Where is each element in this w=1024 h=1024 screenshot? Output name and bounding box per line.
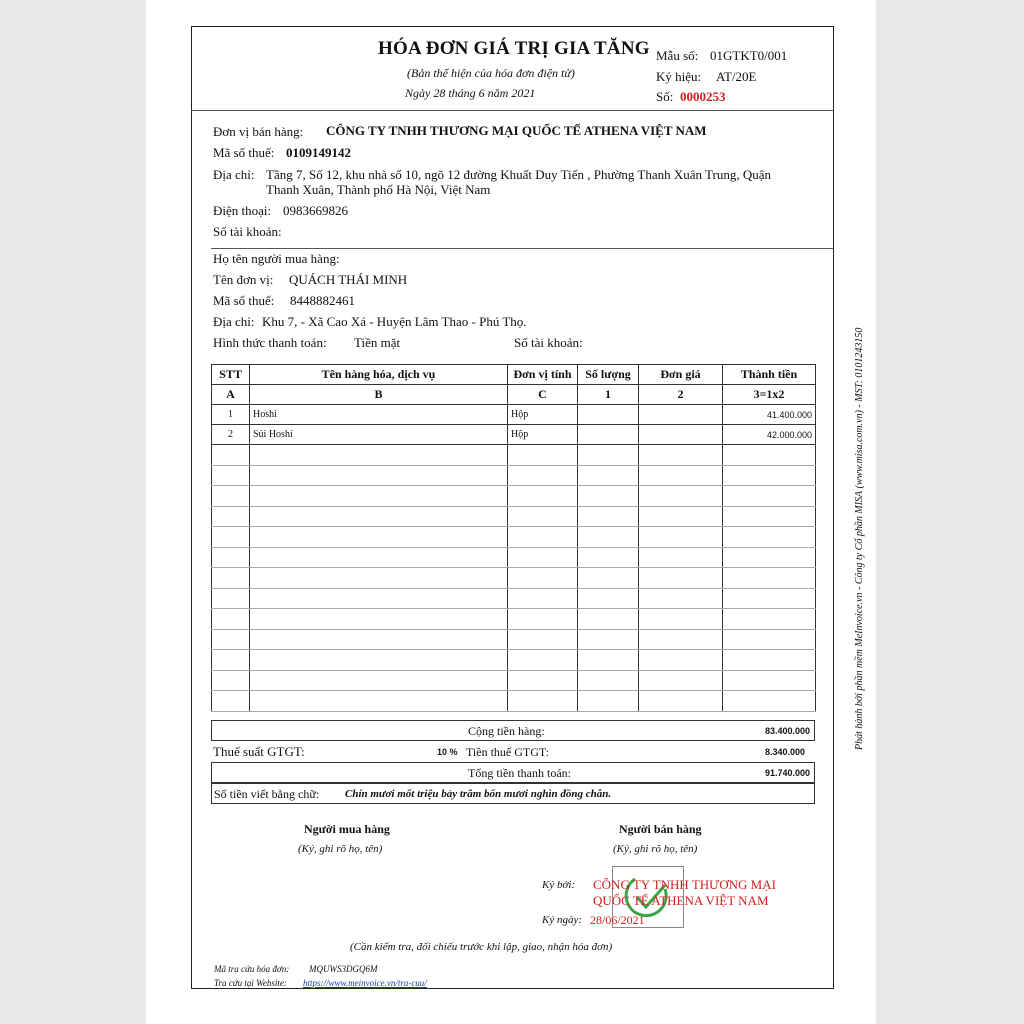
subtotal-value: 83.400.000: [764, 726, 810, 736]
blank-cell: [250, 547, 508, 568]
blank-cell: [578, 506, 639, 527]
blank-cell: [508, 547, 578, 568]
blank-table-row: [212, 568, 816, 589]
blank-cell: [639, 465, 723, 486]
blank-table-row: [212, 588, 816, 609]
row-name: Sủi Hoshi: [250, 425, 508, 445]
row-qty: [578, 425, 639, 445]
col-header-qty: Số lượng: [578, 365, 639, 385]
blank-table-row: [212, 445, 816, 466]
blank-cell: [508, 465, 578, 486]
grand-total-label: Tổng tiền thanh toán:: [468, 766, 571, 780]
blank-cell: [250, 527, 508, 548]
blank-table-row: [212, 486, 816, 507]
seller-address-label: Địa chỉ:: [213, 167, 255, 182]
blank-cell: [508, 609, 578, 630]
blank-cell: [250, 506, 508, 527]
buyer-address: Khu 7, - Xã Cao Xá - Huyện Lâm Thao - Phú Thọ.: [262, 314, 527, 329]
buyer-unit-label: Tên đơn vị:: [213, 272, 274, 287]
invoice-number-label: Số:: [656, 89, 674, 104]
blank-cell: [723, 445, 816, 466]
blank-cell: [578, 445, 639, 466]
buyer-tax-label: Mã số thuế:: [213, 293, 275, 308]
lookup-site-label: Tra cứu tại Website:: [214, 978, 287, 988]
lookup-code-label: Mã tra cứu hóa đơn:: [214, 964, 290, 974]
symbol-value: AT/20E: [716, 69, 757, 84]
blank-cell: [723, 691, 816, 712]
blank-cell: [578, 527, 639, 548]
blank-cell: [508, 629, 578, 650]
blank-cell: [639, 506, 723, 527]
buyer-unit: QUÁCH THÁI MINH: [289, 272, 408, 287]
blank-cell: [639, 445, 723, 466]
blank-cell: [250, 465, 508, 486]
col-header-price: Đơn giá: [639, 365, 723, 385]
blank-cell: [212, 609, 250, 630]
blank-cell: [723, 506, 816, 527]
col-header-amount: Thành tiền: [723, 365, 816, 385]
seller-tax: 0109149142: [286, 145, 351, 160]
blank-cell: [639, 547, 723, 568]
vat-rate-label: Thuế suất GTGT:: [213, 744, 305, 759]
row-price: [639, 405, 723, 425]
col-code-a: A: [212, 385, 250, 405]
seller-phone: 0983669826: [283, 203, 348, 218]
buyer-sign-note: (Ký, ghi rõ họ, tên): [298, 843, 383, 855]
amount-words: Chín mươi mốt triệu bảy trăm bốn mươi nghìn đồng chẵn.: [345, 788, 612, 800]
blank-cell: [723, 465, 816, 486]
blank-cell: [578, 609, 639, 630]
blank-cell: [723, 629, 816, 650]
invoice-title: HÓA ĐƠN GIÁ TRỊ GIA TĂNG: [378, 38, 650, 59]
row-amount: 42.000.000: [723, 425, 816, 445]
blank-cell: [723, 527, 816, 548]
col-header-unit: Đơn vị tính: [508, 365, 578, 385]
signed-by-line1: CÔNG TY TNHH THƯƠNG MẠI: [593, 877, 776, 892]
blank-cell: [723, 609, 816, 630]
blank-cell: [212, 650, 250, 671]
grand-total-row: [211, 762, 815, 783]
row-name: Hoshi: [250, 405, 508, 425]
buyer-tax: 8448882461: [290, 293, 355, 308]
blank-cell: [508, 670, 578, 691]
blank-cell: [212, 506, 250, 527]
blank-cell: [508, 691, 578, 712]
blank-table-row: [212, 465, 816, 486]
blank-cell: [578, 629, 639, 650]
blank-cell: [639, 650, 723, 671]
col-code-1: 1: [578, 385, 639, 405]
form-number-value: 01GTKT0/001: [710, 48, 788, 63]
blank-cell: [639, 486, 723, 507]
blank-table-row: [212, 629, 816, 650]
blank-table-row: [212, 609, 816, 630]
payment-method-label: Hình thức thanh toán:: [213, 335, 327, 350]
blank-cell: [508, 588, 578, 609]
symbol-label: Ký hiệu:: [656, 69, 702, 84]
invoice-date: Ngày 28 tháng 6 năm 2021: [405, 86, 536, 100]
footer-note: (Cần kiểm tra, đối chiếu trước khi lập, giao, nhận hóa đơn): [350, 941, 613, 953]
blank-cell: [250, 691, 508, 712]
blank-cell: [723, 588, 816, 609]
table-row: [212, 405, 816, 425]
blank-cell: [578, 670, 639, 691]
blank-cell: [250, 486, 508, 507]
buyer-sign-title: Người mua hàng: [304, 822, 390, 836]
blank-cell: [723, 650, 816, 671]
amount-words-label: Số tiền viết bằng chữ:: [214, 787, 320, 801]
blank-cell: [212, 691, 250, 712]
lookup-site-link[interactable]: https://www.meinvoice.vn/tra-cuu/: [303, 978, 427, 988]
buyer-address-label: Địa chỉ:: [213, 314, 255, 329]
blank-cell: [508, 527, 578, 548]
seller-divider: [211, 248, 834, 249]
blank-cell: [212, 588, 250, 609]
blank-cell: [508, 650, 578, 671]
sign-date: 28/06/2021: [590, 913, 645, 927]
blank-cell: [578, 691, 639, 712]
payment-method: Tiền mặt: [354, 335, 401, 350]
blank-cell: [723, 547, 816, 568]
blank-cell: [639, 691, 723, 712]
blank-cell: [578, 568, 639, 589]
seller-sign-note: (Ký, ghi rõ họ, tên): [613, 843, 698, 855]
blank-cell: [250, 670, 508, 691]
invoice-number-value: 0000253: [680, 89, 726, 104]
blank-table-row: [212, 506, 816, 527]
blank-cell: [212, 568, 250, 589]
blank-cell: [578, 650, 639, 671]
col-code-c: C: [508, 385, 578, 405]
blank-table-row: [212, 691, 816, 712]
blank-cell: [250, 588, 508, 609]
blank-cell: [639, 527, 723, 548]
seller-phone-label: Điện thoại:: [213, 203, 272, 218]
blank-cell: [578, 465, 639, 486]
seller-address-line1: Tầng 7, Số 12, khu nhà số 10, ngõ 12 đường Khuất Duy Tiến , Phường Thanh Xuân Trung, Quận: [266, 167, 772, 182]
blank-cell: [639, 670, 723, 691]
seller-account-label: Số tài khoản:: [213, 224, 282, 239]
subtotal-row: [211, 720, 815, 741]
blank-cell: [250, 650, 508, 671]
blank-cell: [212, 465, 250, 486]
blank-cell: [639, 609, 723, 630]
blank-table-row: [212, 670, 816, 691]
blank-cell: [723, 486, 816, 507]
blank-cell: [639, 629, 723, 650]
table-code-row: [212, 385, 816, 405]
row-qty: [578, 405, 639, 425]
blank-cell: [639, 568, 723, 589]
blank-cell: [508, 486, 578, 507]
blank-cell: [250, 568, 508, 589]
blank-cell: [250, 445, 508, 466]
blank-rows: [212, 445, 816, 712]
seller-name: CÔNG TY TNHH THƯƠNG MẠI QUỐC TẾ ATHENA VIỆT NAM: [326, 123, 707, 138]
amount-words-row: [211, 783, 815, 804]
col-header-name: Tên hàng hóa, dịch vụ: [250, 365, 508, 385]
grand-total-value: 91.740.000: [764, 768, 810, 778]
blank-table-row: [212, 650, 816, 671]
blank-cell: [508, 445, 578, 466]
blank-cell: [639, 588, 723, 609]
seller-tax-label: Mã số thuế:: [213, 145, 275, 160]
blank-cell: [508, 506, 578, 527]
seller-sign-title: Người bán hàng: [619, 822, 702, 836]
row-stt: 2: [212, 425, 250, 445]
row-stt: 1: [212, 405, 250, 425]
seller-name-label: Đơn vị bán hàng:: [213, 124, 304, 139]
blank-cell: [723, 568, 816, 589]
form-number-label: Mẫu số:: [656, 48, 699, 63]
row-price: [639, 425, 723, 445]
blank-cell: [578, 588, 639, 609]
blank-cell: [578, 486, 639, 507]
blank-cell: [250, 609, 508, 630]
blank-cell: [212, 445, 250, 466]
table-header-row: [212, 365, 816, 385]
col-header-stt: STT: [212, 365, 250, 385]
col-code-b: B: [250, 385, 508, 405]
row-unit: Hộp: [508, 425, 578, 445]
signed-by-line2: QUỐC TẾ ATHENA VIỆT NAM: [593, 893, 769, 908]
row-amount: 41.400.000: [723, 405, 816, 425]
vat-rate-value: 10 %: [437, 747, 458, 757]
col-code-2: 2: [639, 385, 723, 405]
blank-cell: [723, 670, 816, 691]
col-code-3: 3=1x2: [723, 385, 816, 405]
side-note: Phát hành bởi phần mềm MeInvoice.vn - Công ty Cổ phần MISA (www.misa.com.vn) - MST: 0101243150: [854, 327, 865, 750]
blank-table-row: [212, 527, 816, 548]
seller-address-line2: Thanh Xuân, Thành phố Hà Nội, Việt Nam: [266, 182, 491, 197]
invoice-subtitle: (Bản thể hiện của hóa đơn điện tử): [407, 66, 575, 80]
blank-cell: [508, 568, 578, 589]
sign-date-label: Ký ngày:: [542, 914, 583, 926]
lookup-code: MQUWS3DGQ6M: [309, 964, 378, 974]
blank-cell: [212, 547, 250, 568]
row-unit: Hộp: [508, 405, 578, 425]
blank-cell: [212, 670, 250, 691]
vat-amount-label: Tiền thuế GTGT:: [466, 745, 549, 759]
table-row: [212, 425, 816, 445]
blank-cell: [250, 629, 508, 650]
signed-by-label: Ký bởi:: [542, 879, 576, 891]
blank-cell: [212, 629, 250, 650]
buyer-account-label: Số tài khoản:: [514, 335, 583, 350]
vat-amount-value: 8.340.000: [765, 747, 806, 757]
buyer-person-label: Họ tên người mua hàng:: [213, 251, 340, 266]
blank-cell: [212, 527, 250, 548]
items-table: [211, 364, 816, 712]
blank-table-row: [212, 547, 816, 568]
header-divider: [191, 110, 834, 111]
blank-cell: [578, 547, 639, 568]
subtotal-label: Cộng tiền hàng:: [468, 724, 545, 738]
blank-cell: [212, 486, 250, 507]
